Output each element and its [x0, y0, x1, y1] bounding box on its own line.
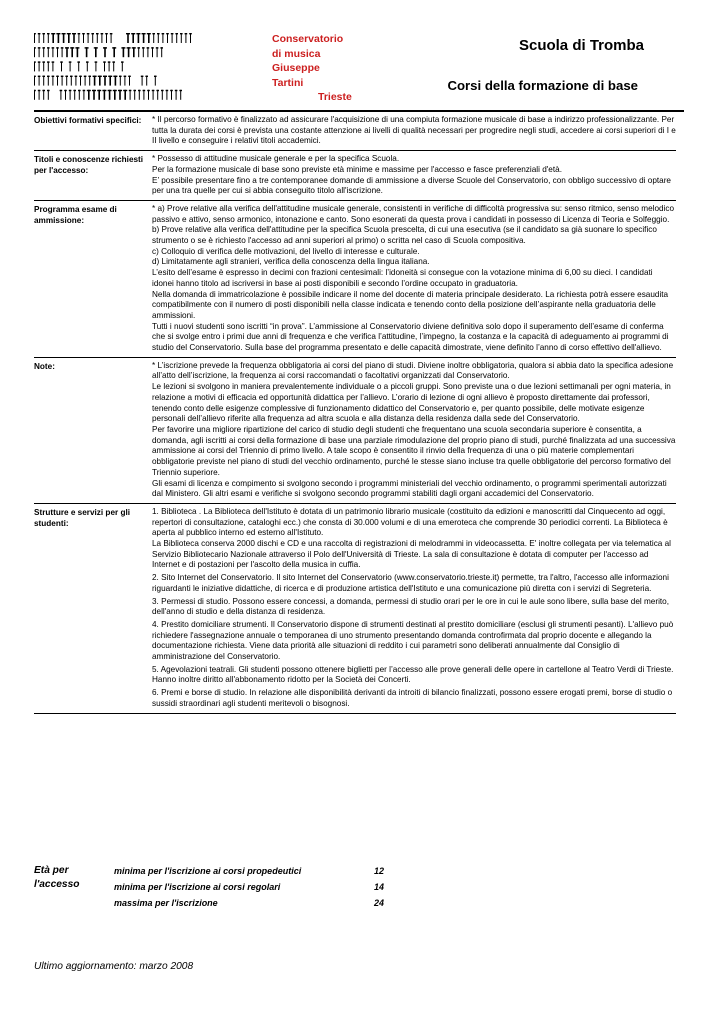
logo-stroke: [62, 33, 66, 34]
section-paragraph: 6. Premi e borse di studio. In relazione alle disponibilità derivanti da introiti di bilancio finalizzati, possono essere erogati premi, borse di studio o sussidi straordinari agli studenti meritevoli o bisognosi.: [152, 688, 673, 708]
logo-stroke: [166, 90, 167, 100]
section-body: [152, 361, 676, 500]
info-table: [34, 112, 676, 714]
logo-stroke: [38, 33, 41, 34]
logo-stroke: [131, 33, 135, 34]
page-title: Scuola di Tromba: [518, 37, 644, 54]
logo-stroke: [109, 76, 111, 86]
logo-stroke: [104, 90, 106, 100]
section-note: [34, 358, 676, 504]
age-row-value: 14: [374, 882, 385, 892]
logo-stroke: [162, 33, 165, 34]
logo-stroke: [52, 61, 55, 62]
logo-line-4: Tartini: [272, 76, 304, 89]
logo-stroke: [108, 90, 112, 91]
age-row: [114, 866, 385, 876]
logo-stroke: [101, 33, 104, 34]
logo-stroke: [63, 33, 65, 43]
logo-stroke: [47, 61, 50, 62]
logo-stroke: [78, 61, 79, 71]
logo-stroke: [101, 33, 102, 43]
logo-stroke: [115, 76, 117, 86]
logo-stroke: [124, 90, 126, 100]
section-label: Note:: [34, 361, 55, 371]
logo-stroke: [34, 47, 35, 57]
logo-stroke: [86, 47, 88, 57]
logo-stroke: [43, 61, 44, 71]
logo-stroke: [70, 47, 74, 48]
logo-stroke: [121, 47, 125, 48]
logo-stroke: [113, 47, 115, 57]
logo-stroke: [75, 76, 76, 86]
logo-stroke: [62, 47, 63, 57]
logo-stroke: [166, 33, 169, 34]
logo-stroke: [118, 90, 122, 91]
logo-stroke: [42, 76, 45, 77]
logo-stroke: [161, 47, 162, 57]
logo-stroke: [61, 61, 62, 71]
header: [34, 30, 686, 110]
logo-stroke: [172, 33, 173, 43]
logo-stroke: [83, 33, 84, 43]
logo-stroke: [47, 33, 50, 34]
logo-stroke: [134, 90, 135, 100]
logo-stroke: [34, 90, 35, 100]
logo-stroke: [127, 47, 131, 48]
logo-stroke: [108, 76, 112, 77]
logo-stroke: [133, 47, 135, 57]
logo-stroke: [34, 61, 36, 62]
logo-stroke: [60, 61, 63, 62]
section-label: Strutture e servizi per gli studenti:: [34, 507, 131, 528]
logo-stroke: [98, 76, 102, 77]
logo-stroke: [146, 76, 147, 86]
logo-stroke: [190, 33, 191, 43]
logo-stroke: [142, 47, 145, 48]
logo-stroke: [153, 90, 154, 100]
logo-line-5: Trieste: [318, 91, 352, 104]
logo-stroke: [34, 76, 36, 77]
logo-stroke: [85, 76, 86, 86]
logo-stroke: [147, 47, 148, 57]
section-strutture: [34, 504, 676, 714]
logo-stroke: [87, 90, 91, 91]
section-body: [152, 115, 676, 147]
logo-stroke: [52, 76, 55, 77]
logo-stroke: [123, 47, 125, 57]
logo-stroke: [112, 47, 116, 48]
logo-stroke: [60, 90, 61, 100]
logo-stroke: [138, 33, 140, 43]
logo-stroke: [108, 61, 111, 62]
logo-stroke: [185, 33, 188, 34]
logo-stroke: [147, 33, 151, 34]
logo-stroke: [47, 47, 50, 48]
logo-stroke: [113, 61, 114, 71]
logo-stroke: [56, 47, 59, 48]
section-label: Obiettivi formativi specifici:: [34, 116, 142, 125]
logo-stroke: [110, 33, 113, 34]
logo-stroke: [189, 33, 192, 34]
logo-stroke: [88, 90, 90, 100]
logo-stroke: [151, 47, 154, 48]
logo-stroke: [104, 61, 105, 71]
logo-stroke: [34, 33, 36, 34]
age-row-text: minima per l'iscrizione ai corsi regolari: [114, 882, 281, 892]
logo-stroke: [57, 76, 58, 86]
logo-stroke: [34, 76, 35, 86]
logo-stroke: [69, 90, 72, 91]
logo-graphic: [34, 30, 230, 102]
logo-stroke: [175, 90, 178, 91]
logo-stroke: [136, 33, 140, 34]
logo-stroke: [71, 47, 73, 57]
logo-stroke: [161, 90, 164, 91]
logo-stroke: [124, 76, 125, 86]
logo-stroke: [52, 47, 53, 57]
logo-stroke: [124, 76, 127, 77]
logo-stroke: [157, 90, 158, 100]
section-label: Titoli e conoscenze richiesti per l'accesso:: [34, 155, 144, 175]
logo-stroke: [38, 61, 41, 62]
logo-stroke: [181, 33, 182, 43]
logo-stroke: [129, 76, 130, 86]
logo-stroke: [79, 90, 80, 100]
logo-stroke: [48, 90, 49, 100]
logo-stroke: [99, 76, 101, 86]
page-subtitle: Corsi della formazione di base: [447, 78, 638, 93]
logo-stroke: [47, 76, 50, 77]
logo-stroke: [138, 90, 141, 91]
logo-stroke: [138, 47, 139, 57]
section-body: [152, 154, 676, 197]
section-paragraph: 1. Biblioteca . La Biblioteca dell'Istituto è dotata di un patrimonio librario musicale (costituito da edizioni e manoscritti dal Cinquecento ad oggi, repertori di consultazione, cataloghi ecc.) che consta di 30.000 volumi e di una emeroteca che comprende 30 periodici correnti. La Biblioteca è aperta al pubblico interno ed esterno all'Istituto. La Biblioteca conserva 2000 dischi e CD e una raccolta di registrazioni di melodrammi in videocassetta. E' inoltre collegata per via telematica al Servizio Bibliotecario Nazionale attraverso il Polo dell'Università di Trieste. La sala di consultazione è dotata di computer per l'accesso ad Internet e di postazioni per l'ascolto della musica in cuffia.: [152, 506, 672, 570]
logo-stroke: [152, 90, 155, 91]
logo-stroke: [103, 47, 107, 48]
logo-stroke: [129, 90, 132, 91]
section-paragraph: * Possesso di attitudine musicale generale e per la specifica Scuola. Per la formazione musicale di base sono previste età minime e massime per l'accesso e fasce preferenziali d'età. E’ possibile presentare fino a tre contemporanee domande di ammissione a diverse Scuole del Conservatorio, con obbligo successivo di optare per una tra quelle per cui si abbia conseguito titolo all'iscrizione.: [152, 154, 671, 196]
logo-stroke: [87, 61, 88, 71]
logo-stroke: [77, 47, 79, 57]
logo-stroke: [62, 76, 63, 86]
logo-stroke: [166, 90, 169, 91]
logo-stroke: [162, 33, 163, 43]
logo-stroke: [83, 90, 84, 100]
logo-stroke: [78, 33, 79, 43]
logo-stroke: [39, 61, 40, 71]
logo-stroke: [48, 61, 49, 71]
logo-stroke: [61, 76, 64, 77]
logo-stroke: [148, 33, 150, 43]
logo-stroke: [102, 90, 106, 91]
logo-stroke: [56, 33, 60, 34]
logo-stroke: [70, 61, 71, 71]
logo-stroke: [88, 76, 91, 77]
logo-stroke: [162, 90, 163, 100]
logo-stroke: [43, 47, 44, 57]
logo-stroke: [171, 33, 174, 34]
logo-stroke: [80, 76, 81, 86]
logo-stroke: [69, 61, 72, 62]
section-paragraph: * L’iscrizione prevede la frequenza obbligatoria ai corsi del piano di studi. Diviene inoltre obbligatoria, qualora si abbia dato la specifica adesione all’atto dell’iscrizione, la frequenza ai corsi raccomandati o facoltativi organizzati dal Conservatorio. Le lezioni si svolgono in maniera prevalentemente individuale o a piccoli gruppi. Sono previste una o due lezioni settimanali per ogni materia, in relazione a motivi di efficacia ed opportunità didattica per l’allievo. L’orario di lezione di ogni allievo è proposto direttamente dai professori, tenendo conto delle esigenze complessive di funzionamento didattico del Conservatorio e, per quanto possibile, delle motivate esigenze personali dell’allievo riferite alla frequenza ad altra scuola e alla distanza della residenza dalla sede del Conservatorio. Per favorire una migliore ripartizione del carico di studio degli studenti che frequentano una scuola secondaria superiore è consentita, a domanda, agli iscritti ai corsi della formazione di base una parziale rimodulazione del proprio piano di studi, purché finalizzata ad una successiva ammissione ai corsi del Triennio di primo livello. A tale scopo è consentito il rinvio della frequenza di una o più materie complementari obbligatorie previste nel piano di studi del vecchio ordinamento, purché le stesse siano incluse tra quelle obbligatorie del percorso formativo del Triennio superiore. Gli esami di licenza e compimento si svolgono secondo i programmi ministeriali del vecchio ordinamento, o programmi sperimentali autorizzati dal Ministero. Gli altri esami e verifiche si svolgono secondo programmi stabiliti dagli organi accademici del Conservatorio.: [152, 360, 676, 499]
logo-stroke: [48, 76, 49, 86]
logo-stroke: [94, 47, 98, 48]
section-body: [152, 204, 676, 354]
logo-stroke: [92, 90, 96, 91]
logo-stroke: [93, 76, 97, 77]
section-paragraph: * Il percorso formativo è finalizzato ad assicurare l'acquisizione di una compiuta formazione musicale di base a indirizzo professionalizzante. Per tutta la durata dei corsi è prevista una costante attenzione ai livelli di qualità necessari per progredire negli studi, accedere ai corsi superiori di I e II livello e conseguire i relativi titoli accademici.: [152, 115, 676, 146]
logo-stroke: [38, 76, 41, 77]
logo-stroke: [176, 33, 177, 43]
logo-stroke: [70, 76, 73, 77]
logo-stroke: [143, 33, 145, 43]
logo-stroke: [103, 76, 107, 77]
logo-stroke: [180, 90, 181, 100]
logo-stroke: [132, 33, 134, 43]
logo-stroke: [142, 76, 143, 86]
logo-stroke: [105, 33, 108, 34]
logo-stroke: [70, 90, 71, 100]
logo-stroke: [65, 47, 69, 48]
logo-stroke: [78, 33, 81, 34]
logo-stroke: [83, 90, 86, 91]
logo-stroke: [114, 90, 116, 100]
logo-stroke: [121, 61, 124, 62]
logo-stroke: [86, 61, 89, 62]
logo-stroke: [155, 76, 156, 86]
logo-stroke: [130, 90, 131, 100]
logo-stroke: [51, 33, 55, 34]
logo-stroke: [142, 33, 146, 34]
logo-stroke: [147, 47, 150, 48]
age-row-text: minima per l'iscrizione ai corsi propedeutici: [114, 866, 302, 876]
logo-stroke: [84, 76, 87, 77]
logo-stroke: [113, 76, 117, 77]
logo-stroke: [56, 76, 59, 77]
logo-stroke: [137, 47, 140, 48]
age-row: [114, 882, 385, 892]
logo-stroke: [113, 90, 117, 91]
section-paragraph: 4. Prestito domiciliare strumenti. Il Conservatorio dispone di strumenti destinati al prestito domiciliare (esclusi gli strumenti pesanti). L'allievo può richiedere l'assegnazione annuale o temporanea di uno strumento presentando domanda controfirmata dal proprio docente e allegando la documentazione richiesta. Viene data priorità alle situazioni di reddito i cui parametri sono deliberati annualmente dal Consiglio di amministrazione del Conservatorio.: [152, 619, 674, 662]
logo-stroke: [97, 90, 101, 91]
logo-stroke: [72, 33, 76, 34]
logo-stroke: [109, 61, 110, 71]
logo-stroke: [106, 33, 107, 43]
logo-stroke: [93, 90, 95, 100]
logo-stroke: [95, 47, 97, 57]
logo-stroke: [145, 76, 148, 77]
last-updated: Ultimo aggiornamento: marzo 2008: [34, 961, 194, 972]
logo-stroke: [95, 61, 98, 62]
logo-stroke: [43, 90, 44, 100]
logo-stroke: [119, 90, 121, 100]
logo-stroke: [39, 47, 40, 57]
section-paragraph: 5. Agevolazioni teatrali. Gli studenti possono ottenere biglietti per l’accesso alle prove generali delle opere in cartellone al Teatro Verdi di Trieste. Hanno inoltre diritto all'abbonamento ridotto per la Società dei Concerti.: [152, 664, 674, 685]
age-row-text: massima per l'iscrizione: [114, 898, 218, 908]
logo-stroke: [88, 33, 89, 43]
logo-stroke: [39, 76, 40, 86]
logo-stroke: [48, 47, 49, 57]
logo-stroke: [47, 90, 50, 91]
logo-stroke: [48, 33, 49, 43]
logo-stroke: [120, 76, 121, 86]
logo-stroke: [87, 33, 90, 34]
logo-line-2: di musica: [272, 47, 321, 60]
logo-stroke: [170, 90, 173, 91]
logo-stroke: [153, 33, 154, 43]
logo-stroke: [57, 47, 58, 57]
section-programma: [34, 201, 676, 358]
logo-stroke: [103, 61, 106, 62]
logo-line-1: Conservatorio: [272, 33, 344, 45]
logo-stroke: [58, 33, 60, 43]
section-paragraph: * a) Prove relative alla verifica dell'attitudine musicale generale, consistenti in verifiche di difficoltà progressiva su: senso ritmico, senso melodico passivo e attivo, senso armonico, intonazione e canto. Sono esonerati da questa prova i candidati in possesso di Licenza di Teoria e Solfeggio. b) Prove relative alla verifica dell'attitudine per la specifica Scuola prescelta, di cui una esecutiva (se il candidato sa già suonare lo specifico strumento o se è richiesto l'accesso ad anni superiori al primo) o scritta nel caso di Scuola compositiva. c) Colloquio di verifica delle motivazioni, del livello di interesse e culturale. d) Limitatamente agli stranieri, verifica della conoscenza della lingua italiana. L’esito dell’esame è espresso in decimi con frazioni centesimali: l’idoneità si consegue con la votazione minima di 6,00 su dieci. I candidati idonei hanno titolo ad iscriversi in base ai posti disponibili e secondo l’ordine occupato in graduatoria. Nella domanda di immatricolazione è possibile indicare il nome del docente di materia principale desiderato. La richiesta potrà essere esaudita compatibilmente con il numero di posti disponibili nella classe indicata e tenendo conto della posizione dell’aspirante nella graduatoria delle ammissioni. Tutti i nuovi studenti sono iscritti “in prova”. L’ammissione al Conservatorio diviene definitiva solo dopo il superamento dell’esame di conferma che si svolge entro i primi due anni di frequenza e che verifica l’attitudine, l’impegno, la costanza e la capacità di adeguamento ai programmi di studio del Conservatorio. Sulla base del programma presentato e delle capacità dimostrate, viene definito l’anno di corso effettivo dell'allievo.: [152, 203, 675, 353]
logo-stroke: [139, 90, 140, 100]
logo-stroke: [141, 76, 144, 77]
logo-stroke: [74, 90, 75, 100]
logo-stroke: [52, 76, 53, 86]
logo-stroke: [157, 33, 160, 34]
logo-stroke: [34, 90, 36, 91]
section-obiettivi: [34, 112, 676, 151]
logo-stroke: [91, 33, 94, 34]
logo-stroke: [42, 47, 45, 48]
logo-stroke: [52, 33, 54, 43]
logo-stroke: [160, 47, 163, 48]
logo-stroke: [68, 33, 70, 43]
section-paragraph: 3. Permessi di studio. Possono essere concessi, a domanda, permessi di studio orari per le ore in cui le aule sono libere, sulla base del merito, dell'anno di studio e della distanza di residenza.: [152, 596, 669, 617]
logo-stroke: [38, 47, 41, 48]
logo-stroke: [94, 76, 96, 86]
logo-stroke: [65, 76, 68, 77]
logo-stroke: [73, 90, 76, 91]
logo-stroke: [109, 90, 111, 100]
logo-stroke: [77, 61, 80, 62]
logo-stroke: [43, 33, 44, 43]
section-body: [152, 507, 676, 710]
age-row-value: 24: [374, 898, 385, 908]
logo-stroke: [158, 33, 159, 43]
logo-stroke: [38, 90, 41, 91]
logo-stroke: [143, 90, 146, 91]
logo-stroke: [157, 47, 158, 57]
logo-stroke: [98, 90, 100, 100]
logo-stroke: [104, 47, 106, 57]
logo-stroke: [156, 90, 159, 91]
logo-stroke: [112, 61, 115, 62]
logo-stroke: [132, 47, 136, 48]
logo-stroke: [42, 90, 45, 91]
logo-stroke: [179, 90, 182, 91]
logo-stroke: [78, 90, 81, 91]
age-label: Età per l'accesso: [34, 865, 80, 890]
logo-stroke: [147, 90, 150, 91]
logo-stroke: [111, 33, 112, 43]
logo-stroke: [154, 76, 157, 77]
logo-stroke: [104, 76, 106, 86]
logo-stroke: [152, 47, 153, 57]
logo-stroke: [39, 33, 40, 43]
logo-stroke: [34, 61, 35, 71]
logo-stroke: [148, 90, 149, 100]
logo-stroke: [97, 33, 98, 43]
age-row: [114, 898, 385, 908]
logo-stroke: [66, 76, 67, 86]
logo-stroke: [52, 61, 53, 71]
logo-stroke: [85, 47, 89, 48]
logo-stroke: [123, 90, 127, 91]
logo-stroke: [176, 90, 177, 100]
logo-stroke: [96, 33, 99, 34]
logo-stroke: [42, 33, 45, 34]
section-paragraph: 2. Sito Internet del Conservatorio. Il sito Internet del Conservatorio (www.conservatorio.trieste.it) permette, tra l'altro, l'accesso alle informazioni riguardanti le iniziative didattiche, di ricerca e di produzione artistica dell'Istituto e una comunicazione più diretta con i servizi di Segreteria.: [152, 573, 669, 593]
logo-stroke: [133, 90, 136, 91]
logo-stroke: [65, 90, 66, 100]
logo-stroke: [34, 47, 36, 48]
logo-stroke: [75, 76, 78, 77]
logo-stroke: [128, 47, 130, 57]
logo-stroke: [119, 76, 122, 77]
logo-stroke: [82, 33, 85, 34]
age-row-value: 12: [374, 866, 385, 876]
logo-stroke: [122, 61, 123, 71]
logo-stroke: [71, 76, 72, 86]
logo-stroke: [61, 47, 64, 48]
logo-stroke: [92, 33, 93, 43]
logo-stroke: [175, 33, 178, 34]
section-titoli: [34, 151, 676, 201]
logo-stroke: [167, 33, 168, 43]
logo-stroke: [152, 33, 155, 34]
logo-stroke: [52, 47, 55, 48]
logo-stroke: [128, 76, 131, 77]
logo-stroke: [156, 47, 159, 48]
logo-stroke: [66, 47, 68, 57]
logo-stroke: [185, 33, 186, 43]
logo-stroke: [75, 47, 79, 48]
logo-line-3: Giuseppe: [272, 62, 320, 75]
logo-stroke: [171, 90, 172, 100]
section-label: Programma esame di ammissione:: [34, 204, 117, 225]
logo-stroke: [126, 33, 130, 34]
logo-stroke: [43, 76, 44, 86]
logo-stroke: [79, 76, 82, 77]
logo-stroke: [39, 90, 40, 100]
logo-stroke: [127, 33, 129, 43]
logo-stroke: [143, 90, 144, 100]
logo-stroke: [89, 76, 90, 86]
logo-stroke: [67, 33, 71, 34]
logo-stroke: [73, 33, 75, 43]
logo-stroke: [60, 90, 63, 91]
logo-stroke: [42, 61, 45, 62]
logo-text: [272, 32, 382, 105]
logo-stroke: [64, 90, 67, 91]
logo-stroke: [143, 47, 144, 57]
logo-stroke: [180, 33, 183, 34]
logo-stroke: [95, 61, 96, 71]
logo-stroke: [34, 33, 35, 43]
